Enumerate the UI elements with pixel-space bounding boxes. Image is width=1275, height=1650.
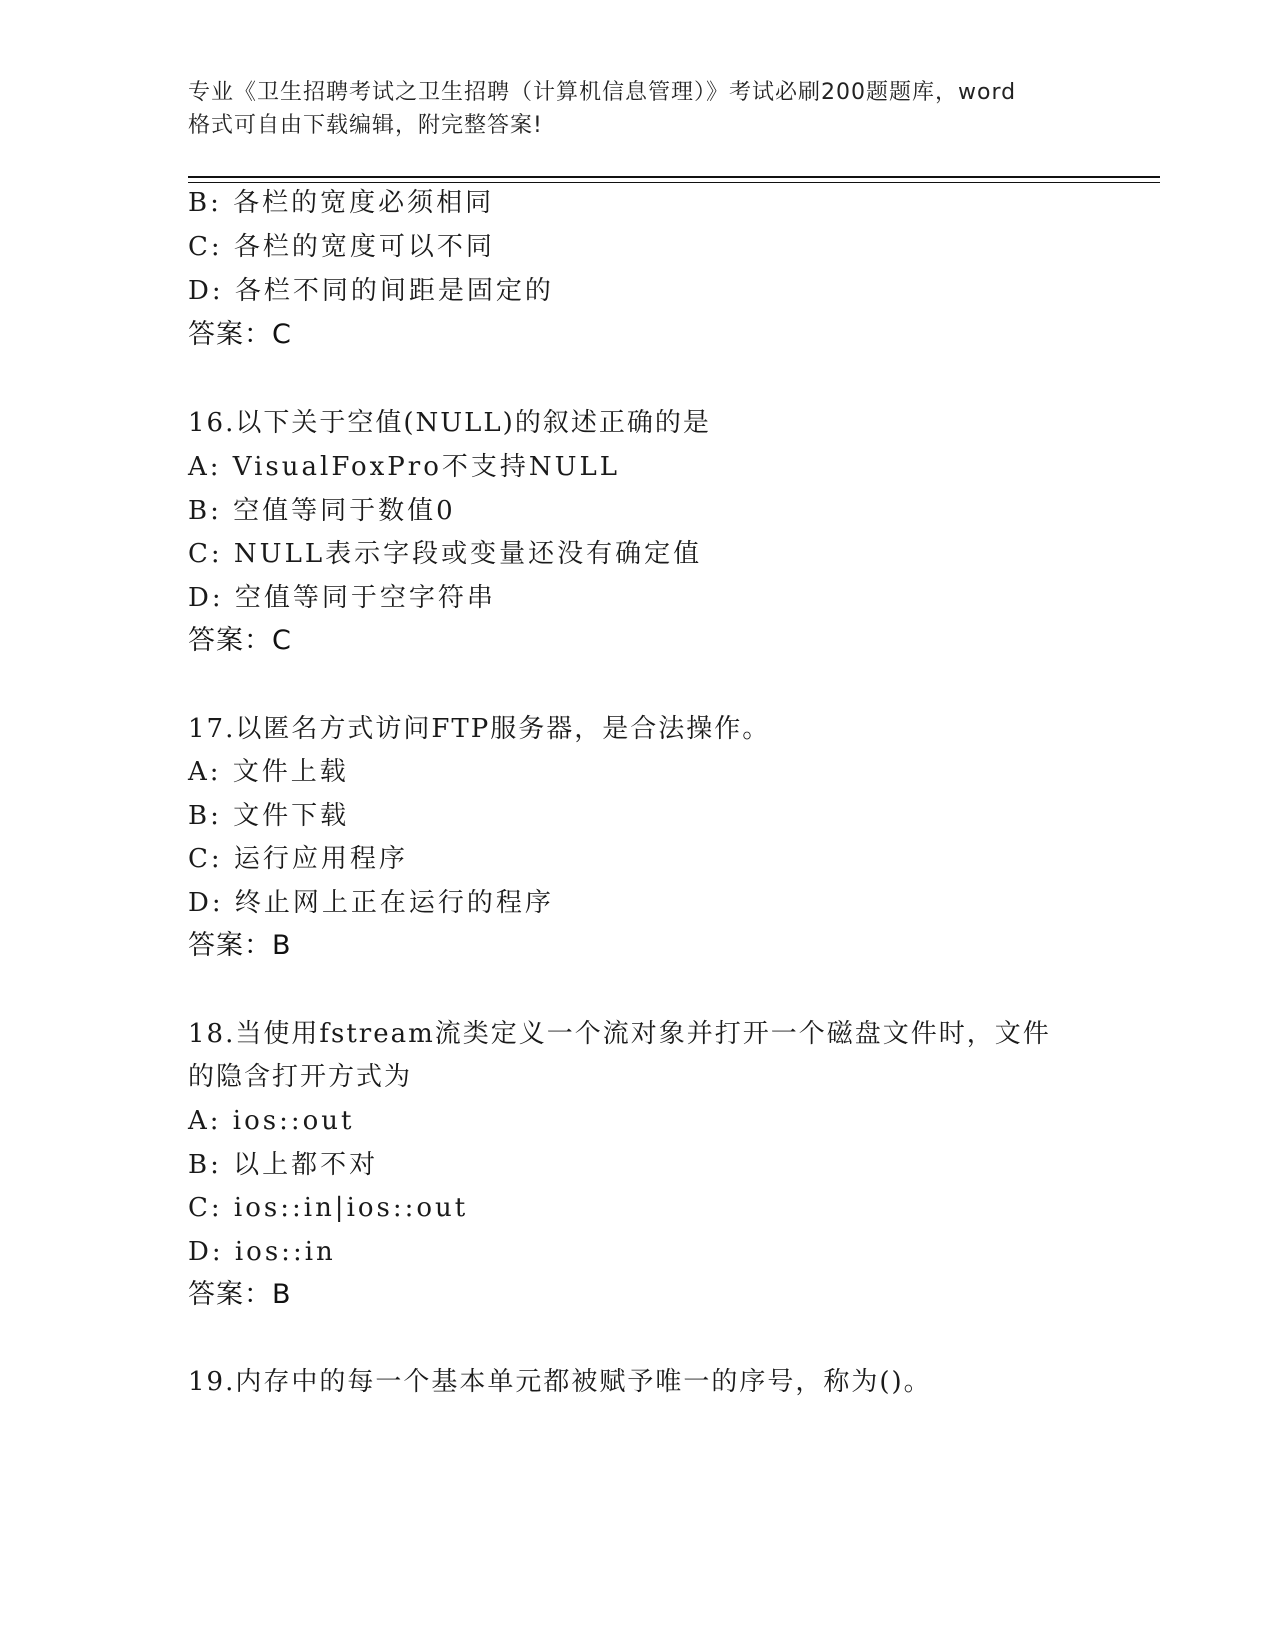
header-line-2: 格式可自由下载编辑，附完整答案! xyxy=(188,113,543,138)
header-divider-thin xyxy=(188,182,1160,183)
q17-answer: 答案：B xyxy=(188,930,292,961)
q18-question-line-2: 的隐含打开方式为 xyxy=(188,1062,413,1092)
q17-option-b: B: 文件下载 xyxy=(188,801,350,831)
q15-option-b: B: 各栏的宽度必须相同 xyxy=(188,188,495,218)
q19-question: 19.内存中的每一个基本单元都被赋予唯一的序号，称为()。 xyxy=(188,1367,932,1397)
q18-question-line-1: 18.当使用fstream流类定义一个流对象并打开一个磁盘文件时，文件 xyxy=(188,1019,1051,1049)
q18-option-d: D: ios::in xyxy=(188,1237,336,1267)
q17-option-d: D: 终止网上正在运行的程序 xyxy=(188,888,554,918)
q16-answer: 答案：C xyxy=(188,625,292,656)
q18-option-a: A: ios::out xyxy=(188,1106,355,1136)
q18-option-c: C: ios::in|ios::out xyxy=(188,1193,469,1223)
q17-question: 17.以匿名方式访问FTP服务器，是合法操作。 xyxy=(188,714,771,744)
q15-answer: 答案：C xyxy=(188,319,292,350)
document-header xyxy=(188,76,1088,142)
q15-option-c: C: 各栏的宽度可以不同 xyxy=(188,232,495,262)
q16-option-b: B: 空值等同于数值0 xyxy=(188,496,456,526)
q18-answer: 答案：B xyxy=(188,1279,292,1310)
q16-option-d: D: 空值等同于空字符串 xyxy=(188,583,496,613)
header-line-1: 专业《卫生招聘考试之卫生招聘（计算机信息管理）》考试必刷200题题库，word xyxy=(188,80,1017,105)
q17-option-a: A: 文件上载 xyxy=(188,757,349,787)
q17-option-c: C: 运行应用程序 xyxy=(188,844,408,874)
q15-option-d: D: 各栏不同的间距是固定的 xyxy=(188,276,554,306)
q16-option-a: A: VisualFoxPro不支持NULL xyxy=(188,452,621,482)
header-divider-thick xyxy=(188,176,1160,178)
q18-option-b: B: 以上都不对 xyxy=(188,1150,379,1180)
q16-question: 16.以下关于空值(NULL)的叙述正确的是 xyxy=(188,408,711,438)
q16-option-c: C: NULL表示字段或变量还没有确定值 xyxy=(188,539,703,569)
